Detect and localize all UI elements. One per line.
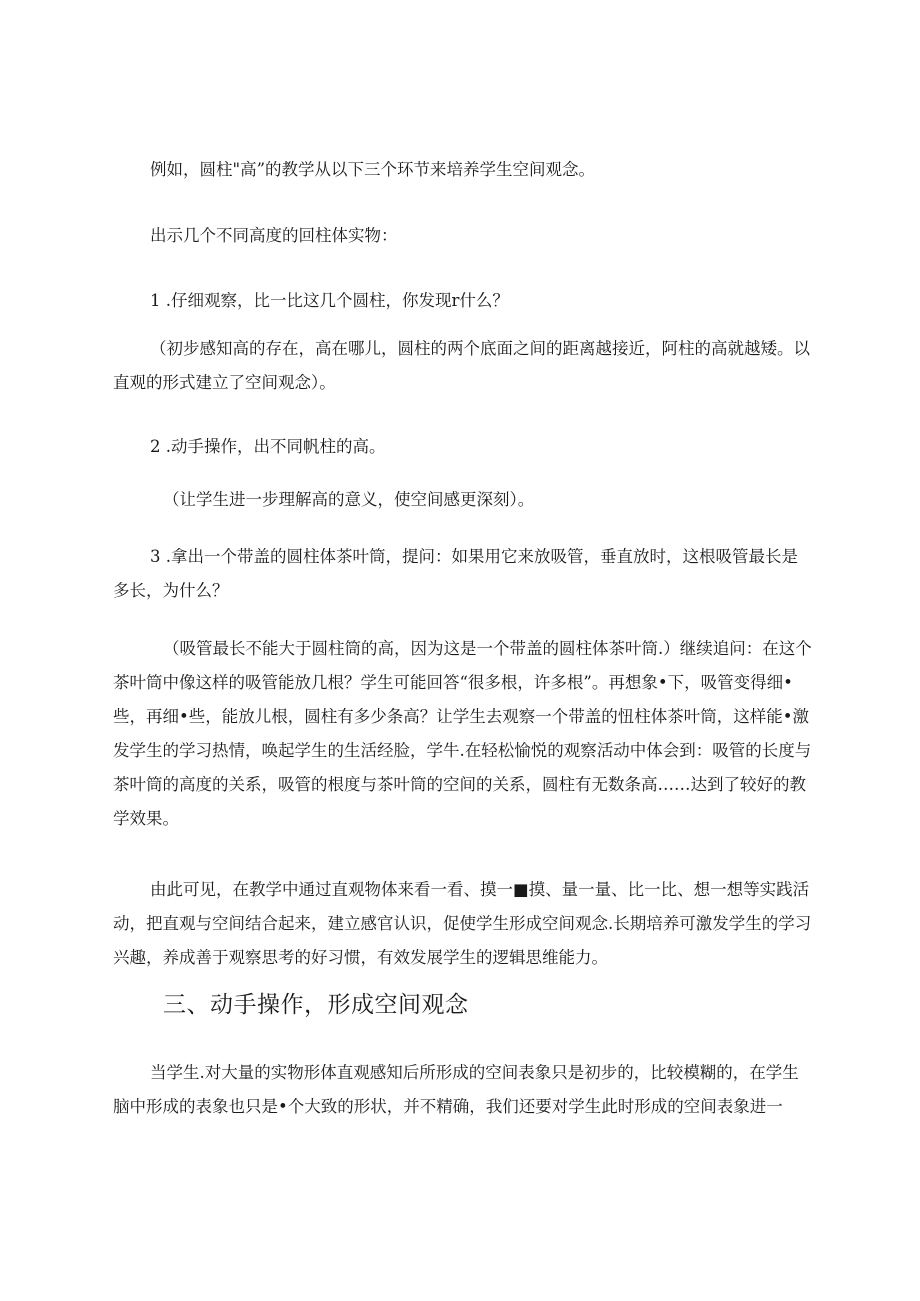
paragraph-step-3-discussion: （吸管最长不能大于圆柱筒的高，因为这是一个带盖的圆柱体茶叶筒.）继续追问：在这个茶叶筒中像这样的吸管能放几根？学生可能回答“很多根，许多根”。再想象•下，吸管变得细•些，再细•些，能放儿根，圆柱有多少条高？让学生去观察一个带盖的忸柱体茶叶筒，这样能•激发学生的学习热情，唤起学生的生活经脸，学牛.在轻松愉悦的观察活动中体会到：吸管的长度与茶叶筒的高度的关系，吸管的根度与茶叶筒的空间的关系，圆柱有无数条高……达到了较好的教学效果。 xyxy=(113,639,812,828)
paragraph-show-cylinders: 出示几个不同高度的回柱体实物： xyxy=(150,226,398,245)
paragraph-step-3: 3 .拿出一个带盖的圆柱体茶叶筒，提问：如果用它来放吸管，垂直放时，这根吸管最长是多长，为什么？ xyxy=(113,547,798,600)
paragraph-step-1: 1 .仔细观察，比一比这几个圆柱，你发现r什么？ xyxy=(150,291,509,310)
paragraph-conclusion: 由此可见，在教学中通过直观物体来看一看、摸一■摸、量一量、比一比、想一想等实践活动，把直观与空间结合起来，建立感官认识，促使学生形成空间观念.长期培养可激发学生的学习兴趣，养成善于观察思考的好习惯，有效发展学生的逻辑思维能力。 xyxy=(113,880,812,967)
paragraph-section-3-intro: 当学生.对大量的实物形体直观感知后所形成的空间表象只是初步的，比较模糊的，在学生脑中形成的表象也只是•个大致的形状，并不精确，我们还要对学生此时形成的空间表象进一 xyxy=(113,1063,799,1116)
section-heading-3: 三、动手操作，形成空间观念 xyxy=(163,992,469,1018)
paragraph-step-2: 2 .动手操作，出不同帆柱的高。 xyxy=(150,437,386,456)
paragraph-step-1-note: （初步感知高的存在，高在哪儿，圆柱的两个底面之间的距离越接近，阿柱的高就越矮。以直观的形式建立了空间观念）。 xyxy=(113,339,810,392)
paragraph-example-intro: 例如，圆柱"高”的教学从以下三个环节来培养学生空间观念。 xyxy=(150,160,596,179)
paragraph-step-2-note: （让学生进一步理解高的意义，使空间感更深刻）。 xyxy=(163,490,535,509)
